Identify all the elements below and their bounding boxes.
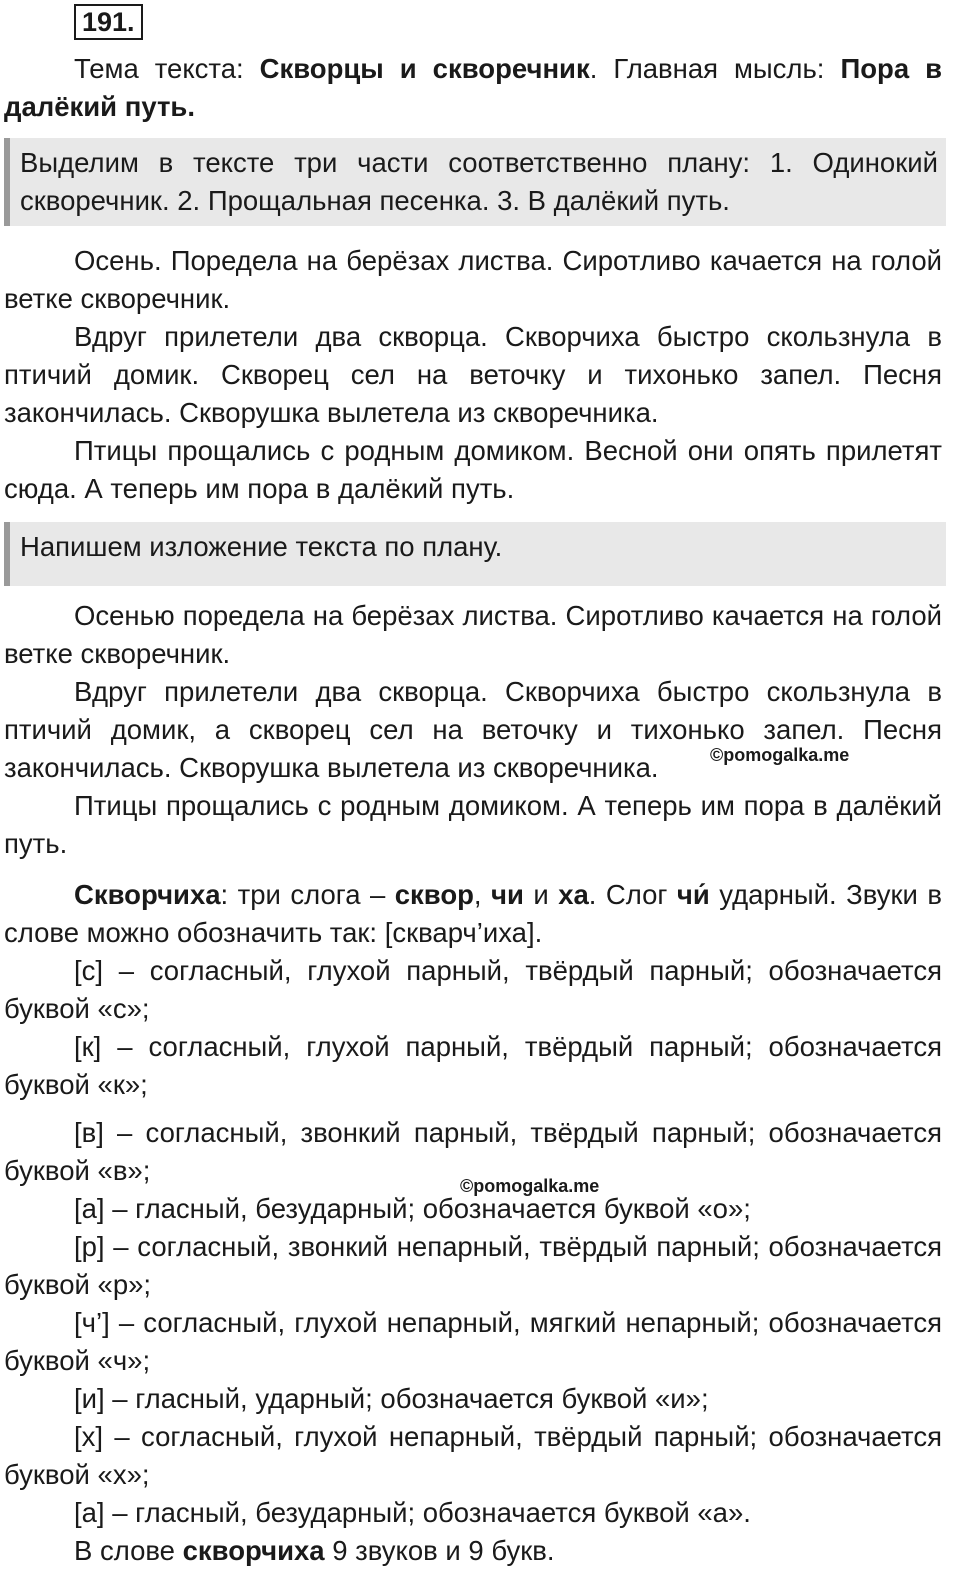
summary-paragraph-1: Осенью поредела на берёзах листва. Сиротливо качается на голой ветке скворечник. (4, 600, 942, 669)
idea-text: Пора в далёкий путь. (4, 53, 943, 122)
sound-item: [ч’] – согласный, глухой непарный, мягкий непарный; обозначается буквой «ч»; (4, 1307, 942, 1376)
sound-item: [а] – гласный, безударный; обозначается буквой «о»; (74, 1193, 751, 1224)
sound-item: [и] – гласный, ударный; обозначается буквой «и»; (74, 1383, 709, 1414)
analysis-word: Скворчиха (74, 879, 221, 910)
original-paragraph-1: Осень. Поредела на берёзах листва. Сиротливо качается на голой ветке скворечник. (4, 245, 942, 314)
idea-label: . Главная мысль: (589, 53, 841, 84)
sound-item: [х] – согласный, глухой непарный, твёрдый парный; обозначается буквой «х»; (4, 1421, 942, 1490)
analysis-text-2: , (473, 879, 492, 910)
stressed-syllable: чи́ (676, 879, 710, 910)
sound-item: [в] – согласный, звонкий парный, твёрдый парный; обозначается буквой «в»; (4, 1117, 942, 1186)
analysis-intro (4, 876, 942, 952)
original-text (4, 242, 942, 508)
topic-label: Тема текста: (74, 53, 260, 84)
topic-text: Скворцы и скворечник (259, 53, 590, 84)
summary-paragraph-3: Птицы прощались с родным домиком. А теперь им пора в далёкий путь. (4, 790, 942, 859)
exercise-number: 191. (74, 4, 143, 40)
sound-item: [а] – гласный, безударный; обозначается буквой «а». (74, 1497, 751, 1528)
original-paragraph-2: Вдруг прилетели два скворца. Скворчиха быстро скользнула в птичий домик. Скворец сел на веточку и тихонько запел. Песня закончилась. Скворушка вылетела из скворечника. (4, 321, 942, 428)
conclusion-text-1: В слове (74, 1535, 183, 1566)
sound-item: [р] – согласный, звонкий непарный, твёрдый парный; обозначается буквой «р»; (4, 1231, 942, 1300)
original-paragraph-3: Птицы прощались с родным домиком. Весной они опять прилетят сюда. А теперь им пора в далёкий путь. (4, 435, 942, 504)
conclusion-word: скворчиха (182, 1535, 325, 1566)
analysis-text-3: и (523, 879, 559, 910)
sound-analysis (4, 876, 942, 1570)
analysis-text-4: . Слог (588, 879, 677, 910)
watermark: ©pomogalka.me (710, 745, 850, 765)
watermark: ©pomogalka.me (460, 1176, 600, 1196)
summary-paragraph-2: Вдруг прилетели два скворца. Скворчиха быстро скользнула в птичий домик, а скворец сел на веточку и тихонько запел. Песня закончилась. Скворушка вылетела из скворечника. (4, 676, 942, 783)
sound-item: [с] – согласный, глухой парный, твёрдый парный; обозначается буквой «с»; (4, 955, 942, 1024)
syllable-2: чи (491, 879, 524, 910)
sound-item: [к] – согласный, глухой парный, твёрдый парный; обозначается буквой «к»; (4, 1031, 942, 1100)
analysis-text-5: ударный. Звуки в слове можно обозначить так: [скварч’иха]. (4, 879, 942, 948)
conclusion (4, 1532, 942, 1570)
summary-text (4, 597, 942, 863)
syllable-3: ха (558, 879, 589, 910)
conclusion-text-2: 9 звуков и 9 букв. (324, 1535, 555, 1566)
theme-paragraph (4, 50, 942, 126)
syllable-1: сквор (394, 879, 474, 910)
summary-callout: Напишем изложение текста по плану. (4, 522, 946, 586)
analysis-text-1: : три слога – (220, 879, 395, 910)
plan-callout: Выделим в тексте три части соответственно плану: 1. Одинокий скворечник. 2. Прощальная песенка. 3. В далёкий путь. (4, 138, 946, 226)
